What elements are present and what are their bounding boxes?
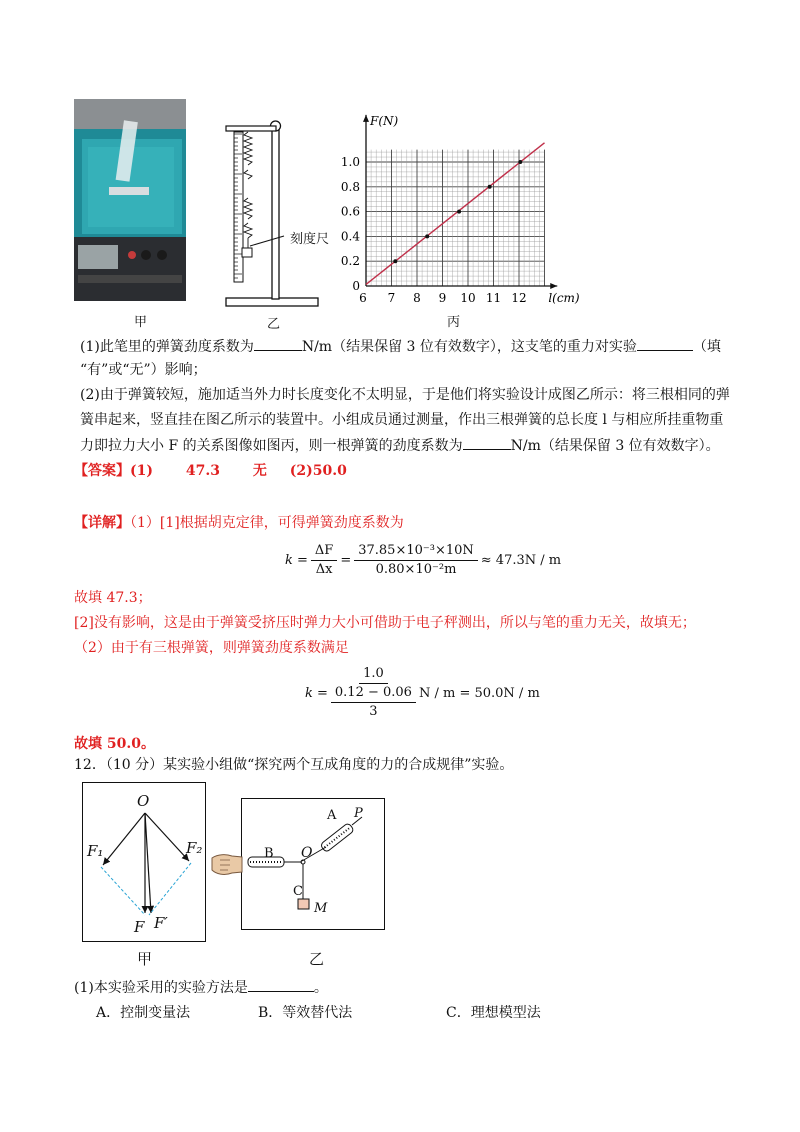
data-point xyxy=(393,259,397,263)
q11-part1-line1 xyxy=(80,336,721,357)
force-length-graph xyxy=(340,104,584,310)
eq2-result: N / m = 50.0N / m xyxy=(418,685,540,701)
answer-value-2: 无 xyxy=(252,463,267,479)
x-tick-label: 7 xyxy=(387,291,396,305)
data-point xyxy=(425,234,429,238)
detail-line-3: （2）由于有三根弹簧，则弹簧劲度系数满足 xyxy=(74,640,349,656)
data-point xyxy=(518,160,522,164)
label-C: C xyxy=(293,884,303,899)
detail-tag: 【详解】 xyxy=(74,515,130,531)
fig-yi-label: 乙 xyxy=(267,317,281,332)
label-F2: F₂ xyxy=(186,839,203,857)
label-O2: O xyxy=(301,845,313,861)
q11-p1-text-a: (1)此笔里的弹簧劲度系数为 xyxy=(80,339,254,355)
eq1-equals: = xyxy=(340,552,352,568)
q11-p1-text-b: N/m（结果保留 3 位有效数字），这支笔的重力对实验 xyxy=(301,339,637,355)
y-tick-label: 0 xyxy=(352,279,360,293)
x-tick-label: 12 xyxy=(511,291,527,305)
answer-tag: 【答案】 xyxy=(74,463,130,479)
q12-p1-end: 。 xyxy=(313,980,328,996)
fig-jia-label: 甲 xyxy=(134,315,148,330)
y-tick-label: 0.6 xyxy=(340,204,360,219)
q12-p1-text: (1)本实验采用的实验方法是 xyxy=(74,980,248,996)
option-b[interactable]: B．等效替代法 xyxy=(258,1005,353,1021)
y-tick-label: 1.0 xyxy=(340,155,360,169)
label-B: B xyxy=(264,846,274,861)
y-tick-label: 0.2 xyxy=(340,254,360,269)
answer-blank-1[interactable] xyxy=(254,336,302,351)
label-O: O xyxy=(137,792,150,810)
answer-part1-label: (1) xyxy=(130,463,153,479)
detail-line-2: [2]没有影响，这是由于弹簧受挤压时弹力大小可借助于电子秤测出，所以与笔的重力无关，故填无； xyxy=(74,615,696,631)
detail-text-1: （1）[1]根据胡克定律，可得弹簧劲度系数为 xyxy=(130,515,404,531)
q12-fig-jia-label: 甲 xyxy=(137,950,153,968)
eq1-fraction-2: $\frac{\text{37.85×10⁻³×10N}}{\text{0.80×10⁻²m}}$ xyxy=(354,542,478,579)
x-tick-label: 9 xyxy=(438,291,447,305)
answer-blank-3[interactable] xyxy=(463,435,511,450)
stand-drawing xyxy=(222,118,342,310)
fill-line-2: 故填 50.0。 xyxy=(74,736,155,752)
eq1-result: ≈ 47.3N / m xyxy=(480,552,562,568)
data-point xyxy=(457,210,461,214)
fill-line-1: 故填 47.3； xyxy=(74,590,152,606)
eq2-fraction: 1.0 0.12 − 0.06 3 xyxy=(331,665,416,721)
eq2-den-bottom: 3 xyxy=(369,704,378,719)
y-axis-arrow xyxy=(363,115,369,122)
x-tick-label: 11 xyxy=(485,291,502,305)
q11-p2-text-b: N/m（结果保留 3 位有效数字）。 xyxy=(510,438,720,454)
hand-icon xyxy=(210,852,244,878)
q12-part1 xyxy=(74,977,328,998)
answer-part2: (2)50.0 xyxy=(289,463,347,479)
q11-part2-line1: (2)由于弹簧较短，施加适当外力时长度变化不太明显，于是他们将实验设计成图乙所示：将三根相同的弹 xyxy=(80,387,730,403)
x-tick-label: 8 xyxy=(413,291,421,305)
ruler-label: 刻度尺 xyxy=(290,232,330,247)
fit-line xyxy=(366,143,545,285)
x-axis-arrow xyxy=(550,283,557,289)
photo-electronic-scale xyxy=(74,99,186,301)
answer-blank-2[interactable] xyxy=(637,336,693,351)
option-a[interactable]: A．控制变量法 xyxy=(96,1005,191,1021)
eq2-den-top: 0.12 − 0.06 xyxy=(331,684,416,703)
eq2-k: k = xyxy=(305,685,328,701)
y-axis-label: F(N) xyxy=(370,113,399,128)
q11-part2-line3 xyxy=(80,435,720,456)
spring-stand-figure xyxy=(222,118,342,310)
data-point xyxy=(488,185,492,189)
answer-blank-4[interactable] xyxy=(248,977,314,992)
answer-value-1: 47.3 xyxy=(185,463,220,479)
spring-scale-figure xyxy=(241,798,385,930)
x-tick-label: 10 xyxy=(460,291,476,305)
q11-p1-text-c: （填 xyxy=(692,339,721,355)
q11-part2-line2: 簧串起来，竖直挂在图乙所示的装置中。小组成员通过测量，作出三根弹簧的总长度 l 与相应所挂重物重 xyxy=(80,412,724,428)
label-A: A xyxy=(327,808,337,823)
q11-p2-text-a: 力即拉力大小 F 的关系图像如图丙，则一根弹簧的劲度系数为 xyxy=(80,438,463,454)
label-F1: F₁ xyxy=(87,842,104,860)
detail-line-1 xyxy=(74,513,404,533)
q12-title: 12．（10 分）某实验小组做“探究两个互成角度的力的合成规律”实验。 xyxy=(74,757,514,773)
q12-fig-yi-label: 乙 xyxy=(309,950,325,968)
q11-part1-line2: “有”或“无”）影响； xyxy=(80,362,207,378)
equation-2 xyxy=(305,663,540,723)
label-M: M xyxy=(314,901,328,916)
eq1-k: k = xyxy=(285,552,308,568)
label-F-prime: F′ xyxy=(154,914,168,932)
eq1-fraction-1: $\frac{\Delta F}{\Delta x}$ xyxy=(311,542,337,579)
label-P: P xyxy=(354,806,363,821)
fig-bing-label: 丙 xyxy=(447,315,461,330)
scale-photo-drawing xyxy=(74,99,186,301)
label-F: F xyxy=(134,918,145,936)
x-tick-label: 6 xyxy=(359,291,367,305)
option-c[interactable]: C．理想模型法 xyxy=(446,1005,541,1021)
y-tick-label: 0.8 xyxy=(340,179,360,194)
answer-line xyxy=(74,461,347,481)
y-tick-label: 0.4 xyxy=(340,229,360,244)
equation-1 xyxy=(285,538,561,582)
x-axis-label: l(cm) xyxy=(548,291,580,305)
